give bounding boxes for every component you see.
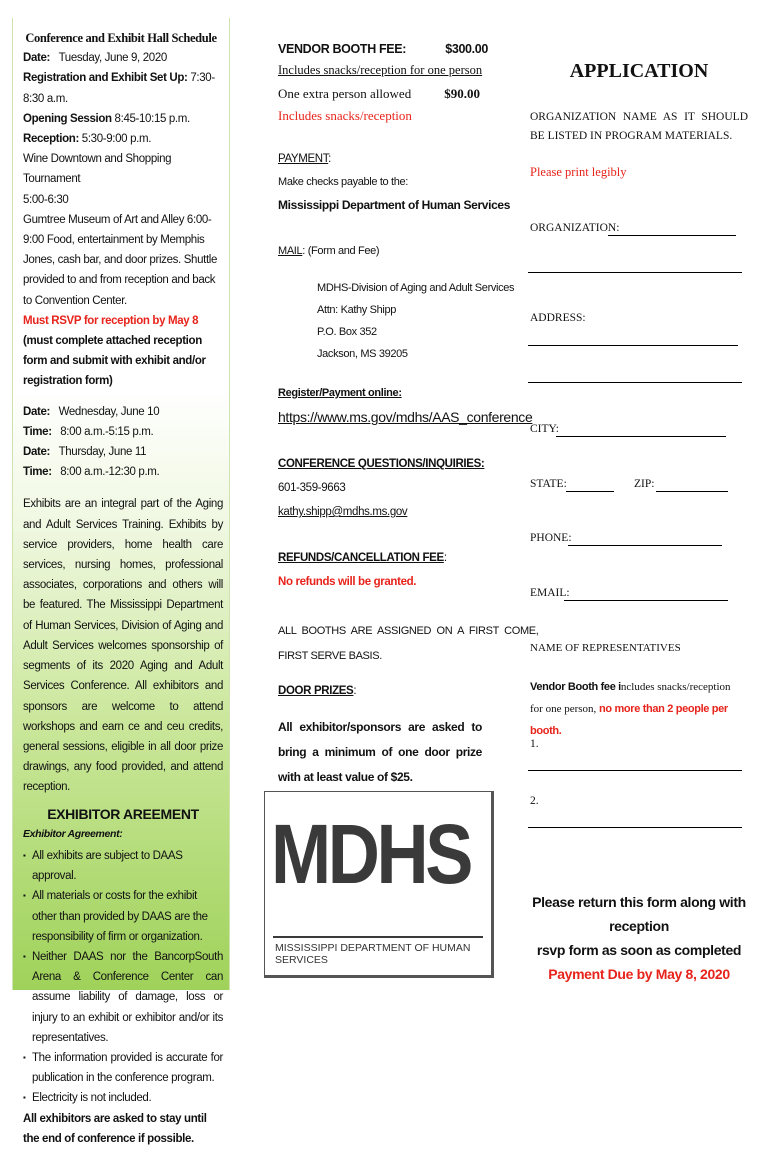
refunds-heading: REFUNDS/CANCELLATION FEE: (278, 552, 447, 564)
time2-label: Time: (23, 425, 52, 438)
print-note: Please print legibly (530, 165, 627, 179)
organization-input[interactable] (608, 235, 736, 236)
extra-amount: $90.00 (444, 86, 480, 101)
application-title: APPLICATION (569, 60, 709, 82)
register-online-label: Register/Payment online: (278, 387, 402, 399)
exhibits-paragraph: Exhibits are an integral part of the Aging and Adult Services Training. Exhibits by service providers, home health care services, nursing homes, professional associates, corporations and others will be featured. The Mississippi Department of Human Services, Division of Aging and Adult Services welcomes sponsorship of segments of its 2020 Aging and Adult Services Conference. All exhibitors and sponsors are welcome to attend workshops and earn ce and ceu credits, general sessions, eligible in all door prize drawings, any food provided, and attend reception. (23, 498, 223, 794)
bullet-icon: ▪ (23, 1052, 26, 1062)
date2-value: Wednesday, June 10 (58, 405, 160, 418)
reps-label: NAME OF REPRESENTATIVES (530, 642, 681, 654)
date1-label: Date: (23, 52, 51, 65)
schedule-title: Conference and Exhibit Hall Schedule (25, 31, 217, 45)
list-item: ▪ All materials or costs for the exhibit other than provided by DAAS are the responsibility of firm or organization. (23, 886, 223, 947)
agreement-heading: EXHIBITOR AREEMENT (47, 805, 199, 822)
extra-note: Includes snacks/reception (278, 108, 412, 123)
state-label: STATE: (530, 478, 567, 490)
bullet-icon: ▪ (23, 1093, 26, 1103)
wine-line2: 5:00-6:30 (23, 193, 69, 206)
logo-caption: MISSISSIPPI DEPARTMENT OF HUMAN SERVICES (275, 942, 471, 966)
gumtree-text: Gumtree Museum of Art and Alley 6:00-9:00 Food, entertainment by Memphis Jones, cash bar, and door prizes. Shuttle provided to and from reception and back to Convention Center. (23, 213, 218, 307)
extra-label: One extra person allowed (278, 86, 412, 101)
representative-2-input[interactable] (528, 827, 742, 828)
mail-heading: MAIL: (Form and Fee) (278, 245, 380, 257)
email-input[interactable] (564, 600, 728, 601)
contact-phone: 601-359-9663 (278, 482, 346, 494)
mdhs-logo (264, 791, 494, 978)
time2-value: 8:00 a.m.-5:15 p.m. (60, 425, 154, 438)
agreement-list (23, 846, 223, 1109)
booth-fee-note: Vendor Booth fee includes snacks/reception for one person, no more than 2 people per booth. (530, 681, 731, 737)
registration-value: 7:30-8:30 a.m. (23, 72, 215, 105)
bullet-icon: ▪ (23, 951, 26, 961)
fee-row (278, 42, 488, 56)
door-text: All exhibitor/sponsors are asked to bring a minimum of one door prize with at least value of $25. (278, 720, 482, 784)
fee-note: Includes snacks/reception for one person (278, 63, 483, 77)
list-item: ▪ Electricity is not included. (23, 1088, 223, 1108)
org-label: ORGANIZATION: (530, 222, 620, 234)
booths-line1: ALL BOOTHS ARE ASSIGNED ON A FIRST COME, (278, 625, 539, 637)
bullet-icon: ▪ (23, 891, 26, 901)
date3-label: Date: (23, 446, 51, 459)
rsvp-text: Must RSVP for reception by May 8 (23, 314, 199, 327)
time3-value: 8:00 a.m.-12:30 p.m. (60, 466, 160, 479)
state-input[interactable] (566, 491, 614, 492)
org-instruction: ORGANIZATION NAME AS IT SHOULD BE LISTED IN PROGRAM MATERIALS. (530, 111, 748, 142)
phone-label: PHONE: (530, 532, 572, 544)
no-refunds: No refunds will be granted. (278, 576, 417, 588)
rep2-label: 2. (530, 795, 539, 807)
date3-value: Thursday, June 11 (58, 446, 147, 459)
payee: Mississippi Department of Human Services (278, 198, 511, 212)
date1-value: Tuesday, June 9, 2020 (58, 52, 167, 65)
reception-label: Reception: (23, 133, 79, 146)
zip-label: ZIP: (634, 478, 655, 490)
fee-amount: $300.00 (445, 42, 488, 56)
agreement-subheading: Exhibitor Agreement: (23, 827, 123, 840)
booths-line2: FIRST SERVE BASIS. (278, 650, 382, 662)
opening-value: 8:45-10:15 p.m. (114, 112, 190, 125)
contact-email-link[interactable]: kathy.shipp@mdhs.ms.gov (278, 506, 408, 518)
payable-line: Make checks payable to the: (278, 176, 408, 188)
registration-label: Registration and Exhibit Set Up: (23, 72, 188, 85)
logo-divider (273, 936, 483, 938)
mail-address: MDHS-Division of Aging and Adult Services Attn: Kathy Shipp P.O. Box 352 Jackson, MS 39205 (317, 282, 515, 360)
bullet-icon: ▪ (23, 850, 26, 860)
organization-input-line2[interactable] (528, 272, 742, 273)
door-heading: DOOR PRIZES: (278, 685, 357, 697)
city-input[interactable] (556, 436, 726, 437)
extra-row (278, 86, 480, 102)
questions-label: CONFERENCE QUESTIONS/INQUIRIES: (278, 458, 485, 470)
fee-label: VENDOR BOOTH FEE: (278, 42, 407, 56)
closing-note: All exhibitors are asked to stay until the end of conference if possible. (23, 1112, 207, 1145)
address-label: ADDRESS: (530, 312, 586, 324)
payment-due: Payment Due by May 8, 2020 (548, 966, 730, 982)
registration-url-link[interactable]: https://www.ms.gov/mdhs/AAS_conference (278, 409, 533, 425)
payment-heading: PAYMENT: (278, 153, 332, 165)
representative-1-input[interactable] (528, 770, 742, 771)
time3-label: Time: (23, 466, 52, 479)
list-item: ▪ All exhibits are subject to DAAS approval. (23, 846, 223, 886)
logo-text: MDHS (271, 807, 470, 901)
phone-input[interactable] (568, 545, 722, 546)
list-item: ▪ Neither DAAS nor the BancorpSouth Arena & Conference Center can assume liability of damage, loss or injury to an exhibit or exhibitor and/or its representatives. (23, 947, 223, 1048)
return-instructions: Please return this form along with reception rsvp form as soon as completed Payment Due by May 8, 2020 (526, 890, 752, 986)
date2-label: Date: (23, 405, 51, 418)
zip-input[interactable] (656, 491, 728, 492)
rep1-label: 1. (530, 738, 539, 750)
address-input-line2[interactable] (528, 382, 742, 383)
list-item: ▪ The information provided is accurate for publication in the conference program. (23, 1048, 223, 1088)
opening-label: Opening Session (23, 112, 112, 125)
email-label: EMAIL: (530, 587, 570, 599)
wine-line1: Wine Downtown and Shopping Tournament (23, 153, 172, 186)
address-input[interactable] (528, 345, 738, 346)
schedule-panel (12, 18, 230, 1145)
city-label: CITY: (530, 423, 559, 435)
rsvp-note: (must complete attached reception form and submit with exhibit and/or registration form) (23, 335, 206, 388)
reception-value: 5:30-9:00 p.m. (81, 133, 152, 146)
